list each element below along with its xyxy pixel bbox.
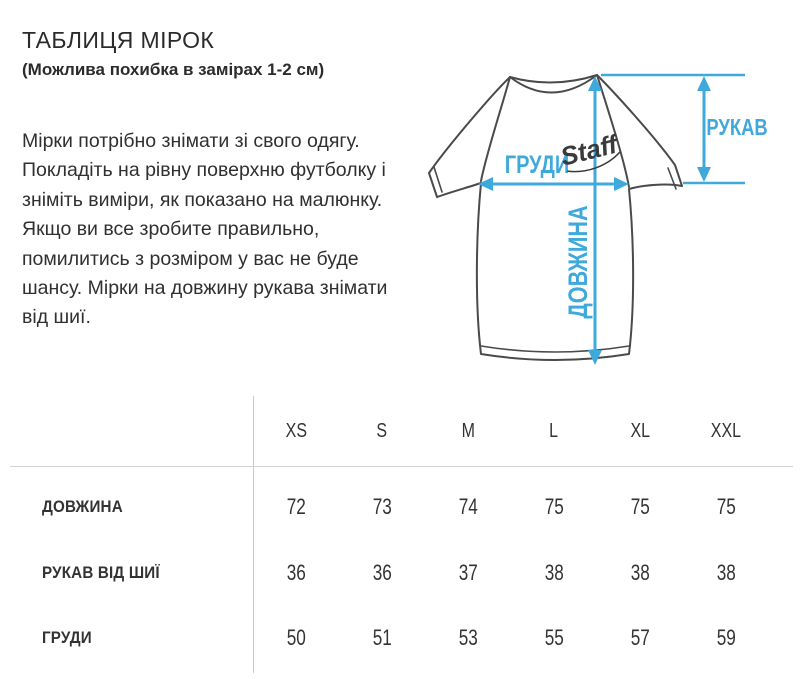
cell-value: 75 <box>630 494 650 519</box>
table-cell <box>339 553 425 593</box>
table-cell <box>339 618 425 658</box>
cell-value: 55 <box>544 625 564 650</box>
tshirt-measurement-diagram <box>415 55 795 385</box>
cell-value: 50 <box>286 625 306 650</box>
cell-value: 74 <box>458 494 478 519</box>
table-cell <box>683 487 769 527</box>
cell-value: 75 <box>716 494 736 519</box>
table-cell <box>253 618 339 658</box>
table-corner-cell <box>0 411 253 451</box>
table-header-row <box>0 411 769 451</box>
page-subtitle: (Можлива похибка в замірах 1-2 см) <box>22 60 325 79</box>
table-cell <box>425 618 511 658</box>
chest-label: ГРУДИ <box>504 150 570 179</box>
column-header-s <box>339 411 425 451</box>
row-label <box>0 618 253 658</box>
sleeve-arrowhead-up <box>697 76 711 91</box>
sleeve-label: РУКАВ <box>706 115 768 141</box>
cell-value: 75 <box>544 494 564 519</box>
page-title: ТАБЛИЦЯ МІРОК <box>22 27 215 53</box>
cell-value: 36 <box>286 560 306 585</box>
length-label: ДОВЖИНА <box>563 205 594 319</box>
column-header-xl <box>597 411 683 451</box>
column-header-xs <box>253 411 339 451</box>
cell-value: 38 <box>544 560 564 585</box>
table-cell <box>683 618 769 658</box>
table-cell <box>511 487 597 527</box>
cell-value: 72 <box>286 494 306 519</box>
table-cell <box>425 487 511 527</box>
brand-logo-text: Staff <box>557 128 621 172</box>
row-label-text: РУКАВ ВІД ШИЇ <box>42 563 160 582</box>
table-row-sleeve <box>0 553 769 593</box>
table-cell <box>253 487 339 527</box>
cell-value: 38 <box>630 560 650 585</box>
column-header-label: S <box>376 419 388 442</box>
table-cell <box>597 487 683 527</box>
table-divider-horizontal <box>10 466 793 467</box>
measurement-instructions: Мірки потрібно знімати зі свого одягу. Покладіть на рівну поверхню футболку і зніміть виміри, як показано на малюнку. Якщо ви все зробите правильно, помилитись з розміром у вас не буде шансу. Мірки на довжину рукава знімати від шиї. <box>22 130 388 329</box>
table-row-length <box>0 487 769 527</box>
column-header-label: L <box>549 419 559 442</box>
column-header-m <box>425 411 511 451</box>
cell-value: 53 <box>458 625 478 650</box>
table-cell <box>511 553 597 593</box>
row-label <box>0 553 253 593</box>
row-label-text: ГРУДИ <box>42 628 92 647</box>
column-header-l <box>511 411 597 451</box>
row-label-text: ДОВЖИНА <box>42 497 123 516</box>
table-cell <box>597 553 683 593</box>
table-cell <box>253 553 339 593</box>
cell-value: 57 <box>630 625 650 650</box>
cell-value: 59 <box>716 625 736 650</box>
column-header-label: XL <box>630 419 650 442</box>
tshirt-diagram-svg <box>415 55 795 385</box>
column-header-xxl <box>683 411 769 451</box>
table-cell <box>511 618 597 658</box>
size-table <box>0 396 800 676</box>
column-header-label: M <box>461 419 475 442</box>
table-cell <box>597 618 683 658</box>
tshirt-silhouette <box>429 75 682 360</box>
sleeve-arrowhead-down <box>697 167 711 182</box>
tshirt-outline <box>429 75 682 360</box>
cell-value: 38 <box>716 560 736 585</box>
cell-value: 51 <box>372 625 392 650</box>
table-row-chest <box>0 618 769 658</box>
table-cell <box>425 553 511 593</box>
table-cell <box>339 487 425 527</box>
column-header-label: XS <box>285 419 307 442</box>
cell-value: 36 <box>372 560 392 585</box>
cell-value: 73 <box>372 494 392 519</box>
cell-value: 37 <box>458 560 478 585</box>
row-label <box>0 487 253 527</box>
table-cell <box>683 553 769 593</box>
column-header-label: XXL <box>710 419 742 442</box>
